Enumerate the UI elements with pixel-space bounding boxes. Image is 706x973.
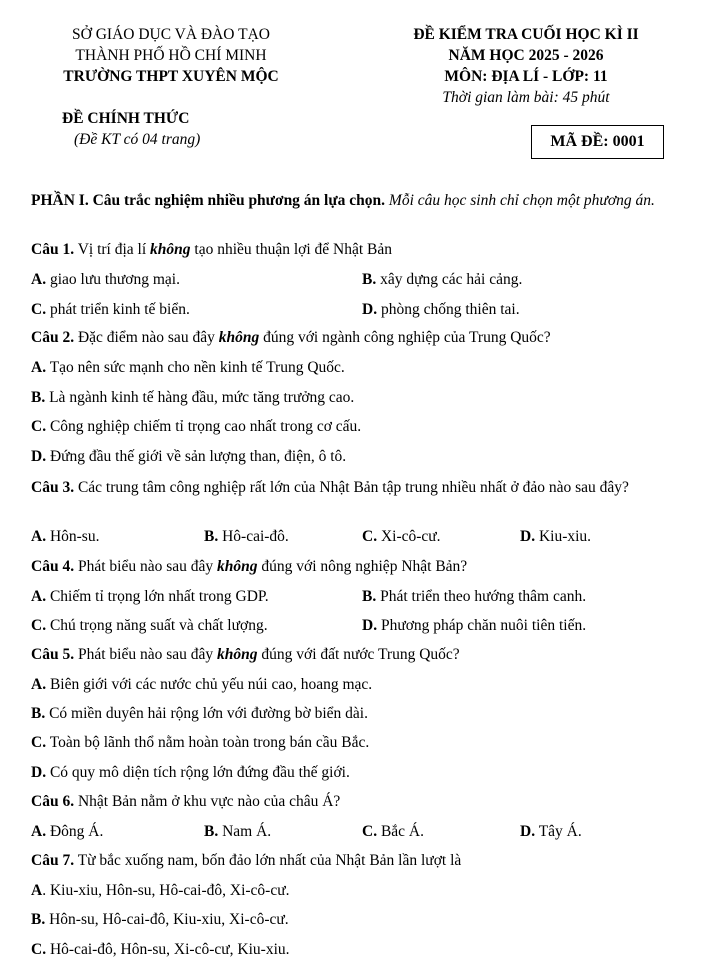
question-label: Câu 7. [31, 852, 75, 869]
question-emphasis: không [218, 329, 260, 346]
question-text: Vị trí địa lí [77, 241, 147, 258]
question-text: đúng với ngành công nghiệp của Trung Quốc? [263, 329, 551, 346]
q6-option-a[interactable]: A. Đông Á. [31, 823, 104, 840]
q7-option-c[interactable]: C. Hô-cai-đô, Hôn-su, Xi-cô-cư, Kiu-xiu. [31, 941, 290, 958]
question-text: Từ bắc xuống nam, bốn đảo lớn nhất của Nhật Bản lần lượt là [77, 852, 462, 869]
question-label: Câu 1. [31, 241, 75, 258]
question-text: đúng với đất nước Trung Quốc? [261, 646, 460, 663]
question-2 [31, 329, 551, 347]
question-text: Nhật Bản nằm ở khu vực nào của châu Á? [77, 793, 341, 810]
exam-code: MÃ ĐỀ: 0001 [550, 133, 645, 150]
part-heading [31, 190, 683, 211]
question-6 [31, 793, 340, 811]
question-emphasis: không [217, 646, 258, 663]
q6-option-b[interactable]: B. Nam Á. [204, 823, 272, 840]
question-label: Câu 3. [31, 479, 75, 496]
question-4 [31, 558, 467, 576]
q4-option-d[interactable]: D. Phương pháp chăn nuôi tiên tiến. [362, 617, 587, 634]
q4-option-b[interactable]: B. Phát triển theo hướng thâm canh. [362, 588, 587, 605]
question-label: Câu 5. [31, 646, 75, 663]
question-emphasis: không [217, 558, 258, 575]
q4-option-c[interactable]: C. Chú trọng năng suất và chất lượng. [31, 617, 268, 634]
q1-option-a[interactable]: A. giao lưu thương mại. [31, 271, 180, 288]
question-1 [31, 241, 392, 259]
exam-duration: Thời gian làm bài: 45 phút [442, 89, 610, 106]
q7-option-b[interactable]: B. Hôn-su, Hô-cai-đô, Kiu-xiu, Xi-cô-cư. [31, 911, 289, 928]
question-label: Câu 2. [31, 329, 75, 346]
q2-option-a[interactable]: A. Tạo nên sức mạnh cho nền kinh tế Trung Quốc. [31, 359, 345, 376]
subject-grade: MÔN: ĐỊA LÍ - LỚP: 11 [444, 68, 608, 85]
q1-option-c[interactable]: C. phát triển kinh tế biển. [31, 301, 190, 318]
question-7 [31, 852, 461, 870]
exam-code-box [531, 125, 664, 159]
question-text: đúng với nông nghiệp Nhật Bản? [261, 558, 468, 575]
question-label: Câu 6. [31, 793, 75, 810]
q5-option-d[interactable]: D. Có quy mô diện tích rộng lớn đứng đầu thế giới. [31, 764, 350, 781]
q5-option-c[interactable]: C. Toàn bộ lãnh thổ nằm hoàn toàn trong bán cầu Bắc. [31, 734, 370, 751]
question-text: tạo nhiều thuận lợi để Nhật Bản [194, 241, 392, 258]
school-name: TRƯỜNG THPT XUYÊN MỘC [63, 68, 279, 85]
q2-option-b[interactable]: B. Là ngành kinh tế hàng đầu, mức tăng trưởng cao. [31, 389, 355, 406]
question-text: Đặc điểm nào sau đây [77, 329, 215, 346]
q2-option-c[interactable]: C. Công nghiệp chiếm tỉ trọng cao nhất trong cơ cấu. [31, 418, 362, 435]
q6-option-d[interactable]: D. Tây Á. [520, 823, 582, 840]
school-year: NĂM HỌC 2025 - 2026 [448, 47, 604, 64]
school-header [28, 24, 314, 87]
question-5 [31, 646, 460, 664]
department-name: SỞ GIÁO DỤC VÀ ĐÀO TẠO [72, 26, 270, 43]
q1-option-b[interactable]: B. xây dựng các hải cảng. [362, 271, 523, 288]
q3-option-d[interactable]: D. Kiu-xiu. [520, 528, 592, 545]
part-title: PHẦN I. Câu trắc nghiệm nhiều phương án lựa chọn. [31, 192, 386, 209]
q4-option-a[interactable]: A. Chiếm tỉ trọng lớn nhất trong GDP. [31, 588, 269, 605]
question-text: Các trung tâm công nghiệp rất lớn của Nhật Bản tập trung nhiều nhất ở đảo nào sau đây? [77, 479, 629, 496]
q3-option-c[interactable]: C. Xi-cô-cư. [362, 528, 441, 545]
q7-option-a[interactable]: A. Kiu-xiu, Hôn-su, Hô-cai-đô, Xi-cô-cư. [31, 882, 290, 899]
part-instruction: Mỗi câu học sinh chỉ chọn một phương án. [388, 192, 655, 209]
exam-title: ĐỀ KIỂM TRA CUỐI HỌC KÌ II [413, 26, 639, 43]
question-3 [31, 477, 683, 498]
q1-option-d[interactable]: D. phòng chống thiên tai. [362, 301, 520, 318]
pages-note: (Đề KT có 04 trang) [74, 131, 201, 148]
exam-header [378, 24, 674, 108]
official-label: ĐỀ CHÍNH THỨC [62, 110, 190, 127]
question-text: Phát biểu nào sau đây [77, 558, 214, 575]
q5-option-a[interactable]: A. Biên giới với các nước chủ yếu núi cao, hoang mạc. [31, 676, 373, 693]
q2-option-d[interactable]: D. Đứng đầu thế giới về sản lượng than, điện, ô tô. [31, 448, 347, 465]
q6-option-c[interactable]: C. Bắc Á. [362, 823, 424, 840]
q3-option-a[interactable]: A. Hôn-su. [31, 528, 100, 545]
q5-option-b[interactable]: B. Có miền duyên hải rộng lớn với đường bờ biển dài. [31, 705, 368, 722]
q3-option-b[interactable]: B. Hô-cai-đô. [204, 528, 289, 545]
question-emphasis: không [150, 241, 191, 258]
question-label: Câu 4. [31, 558, 75, 575]
question-text: Phát biểu nào sau đây [77, 646, 214, 663]
city-name: THÀNH PHỐ HỒ CHÍ MINH [75, 47, 267, 64]
